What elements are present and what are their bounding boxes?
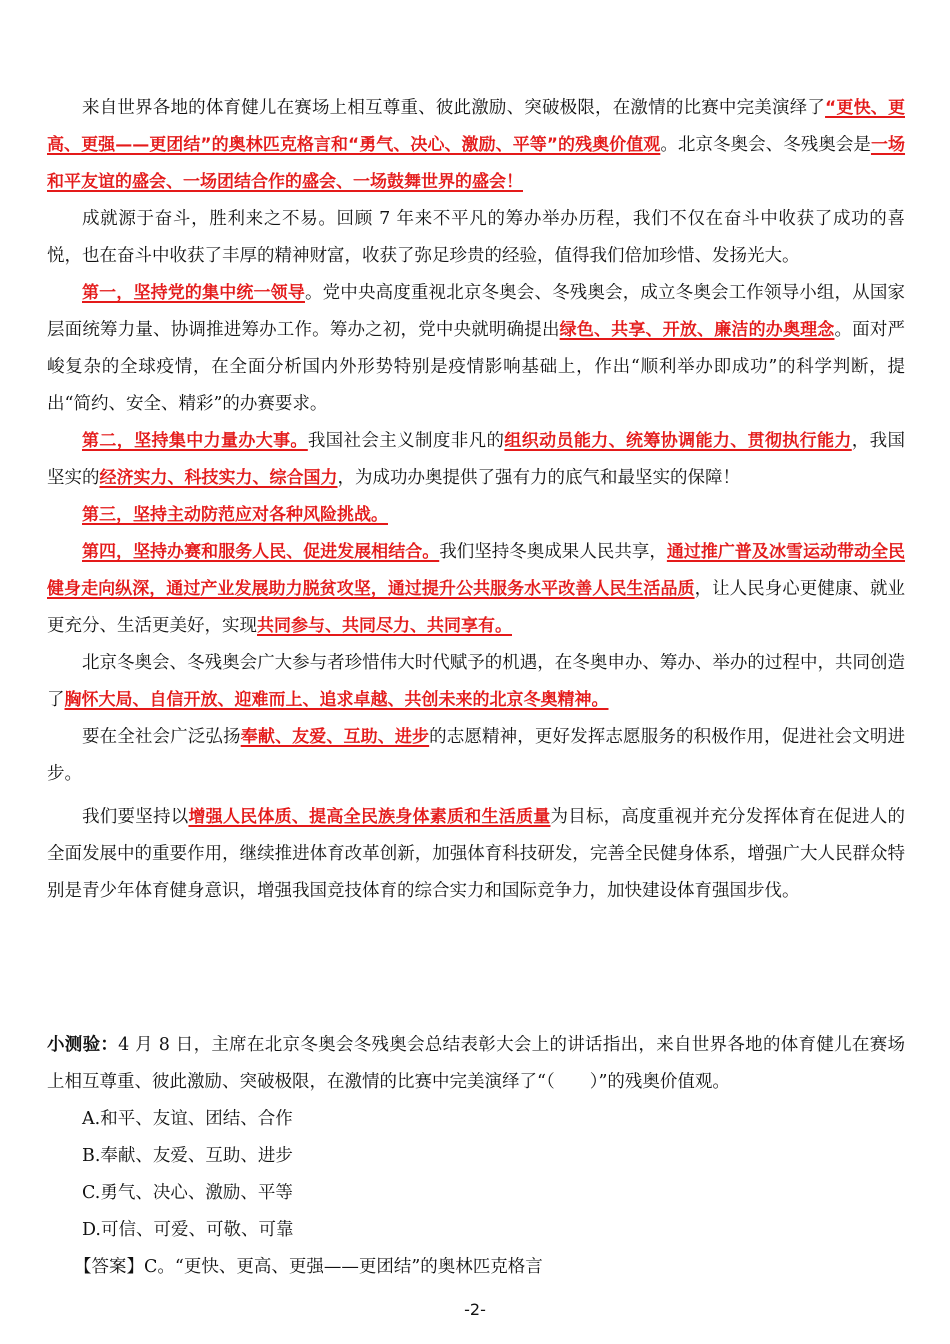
paragraph: 第二，坚持集中力量办大事。我国社会主义制度非凡的组织动员能力、统筹协调能力、贯彻执行能力，我国坚实的经济实力、科技实力、综合国力，为成功办奥提供了强有力的底气和最坚实的保障！ bbox=[47, 431, 906, 488]
quiz-option-b: B.奉献、友爱、互助、进步 bbox=[82, 1146, 293, 1166]
paragraph: 北京冬奥会、冬残奥会广大参与者珍惜伟大时代赋予的机遇，在冬奥申办、筹办、举办的过程中，共同创造了胸怀大局、自信开放、迎难而上、追求卓越、共创未来的北京冬奥精神。 bbox=[47, 653, 905, 710]
paragraph: 第四，坚持办赛和服务人民、促进发展相结合。我们坚持冬奥成果人民共享，通过推广普及冰雪运动带动全民健身走向纵深，通过产业发展助力脱贫攻坚，通过提升公共服务水平改善人民生活品质，让人民身心更健康、就业更充分、生活更美好，实现共同参与、共同尽力、共同享有。 bbox=[47, 542, 906, 636]
highlight: 共同参与、共同尽力、共同享有。 bbox=[257, 616, 512, 636]
highlight: 一场和平友谊的盛会、一场团结合作的盛会、一场鼓舞世界的盛会！ bbox=[47, 135, 906, 192]
highlight: 组织动员能力、统筹协调能力、贯彻执行能力 bbox=[504, 431, 852, 451]
highlight: 增强人民体质、提高全民族身体素质和生活质量 bbox=[188, 807, 551, 827]
quiz-label: 小测验： bbox=[47, 1035, 119, 1055]
highlight: 第四，坚持办赛和服务人民、促进发展相结合。 bbox=[82, 542, 440, 562]
paragraph: 来自世界各地的体育健儿在赛场上相互尊重、彼此激励、突破极限，在激情的比赛中完美演绎了“更快、更高、更强——更团结”的奥林匹克格言和“勇气、决心、激励、平等”的残奥价值观。北京冬奥会、冬残奥会是一场和平友谊的盛会、一场团结合作的盛会、一场鼓舞世界的盛会！ bbox=[47, 98, 906, 192]
quiz-question: 小测验：4 月 8 日，主席在北京冬奥会冬残奥会总结表彰大会上的讲话指出，来自世界各地的体育健儿在赛场上相互尊重、彼此激励、突破极限，在激情的比赛中完美演绎了“（ ）”的残奥价值观。 bbox=[47, 1035, 906, 1092]
paragraph bbox=[47, 497, 905, 534]
highlight: “更快、更高、更强——更团结”的奥林匹克格言和“勇气、决心、激励、平等”的残奥价值观 bbox=[47, 98, 905, 155]
quiz-option-c: C.勇气、决心、激励、平等 bbox=[82, 1183, 293, 1203]
quiz-option-a: A.和平、友谊、团结、合作 bbox=[82, 1109, 293, 1129]
paragraph: 第一，坚持党的集中统一领导。党中央高度重视北京冬奥会、冬残奥会，成立冬奥会工作领导小组，从国家层面统筹力量、协调推进筹办工作。筹办之初，党中央就明确提出绿色、共享、开放、廉洁的办奥理念。面对严峻复杂的全球疫情，在全面分析国内外形势特别是疫情影响基础上，作出“顺利举办即成功”的科学判断，提出“简约、安全、精彩”的办赛要求。 bbox=[47, 283, 906, 414]
paragraph: 成就源于奋斗，胜利来之不易。回顾 7 年来不平凡的筹办举办历程，我们不仅在奋斗中收获了成功的喜悦，也在奋斗中收获了丰厚的精神财富，收获了弥足珍贵的经验，值得我们倍加珍惜、发扬光大。 bbox=[47, 209, 905, 266]
highlight: 第一，坚持党的集中统一领导 bbox=[82, 283, 305, 303]
article-body bbox=[47, 90, 905, 910]
quiz-option-d: D.可信、可爱、可敬、可靠 bbox=[82, 1220, 294, 1240]
page-number: -2- bbox=[464, 1300, 486, 1319]
highlight: 经济实力、科技实力、综合国力 bbox=[99, 468, 338, 488]
highlight: 第二，坚持集中力量办大事。 bbox=[82, 431, 308, 451]
paragraph: 要在全社会广泛弘扬奉献、友爱、互助、进步的志愿精神，更好发挥志愿服务的积极作用，促进社会文明进步。 bbox=[47, 727, 906, 784]
highlight: 胸怀大局、自信开放、迎难而上、追求卓越、共创未来的北京冬奥精神。 bbox=[64, 690, 609, 710]
highlight: 通过推广普及冰雪运动带动全民健身走向纵深，通过产业发展助力脱贫攻坚，通过提升公共服务水平改善人民生活品质 bbox=[47, 542, 906, 599]
highlight: 绿色、共享、开放、廉洁的办奥理念 bbox=[559, 320, 835, 340]
highlight: 奉献、友爱、互助、进步 bbox=[240, 727, 430, 747]
quiz-section bbox=[47, 1027, 905, 1286]
highlight: 第三，坚持主动防范应对各种风险挑战。 bbox=[82, 505, 388, 525]
paragraph: 我们要坚持以增强人民体质、提高全民族身体素质和生活质量为目标，高度重视并充分发挥体育在促进人的全面发展中的重要作用，继续推进体育改革创新，加强体育科技研发，完善全民健身体系，增强广大人民群众特别是青少年体育健身意识，增强我国竞技体育的综合实力和国际竞争力，加快建设体育强国步伐。 bbox=[47, 807, 906, 901]
quiz-answer: 【答案】C。“更快、更高、更强——更团结”的奥林匹克格言 bbox=[74, 1257, 543, 1277]
